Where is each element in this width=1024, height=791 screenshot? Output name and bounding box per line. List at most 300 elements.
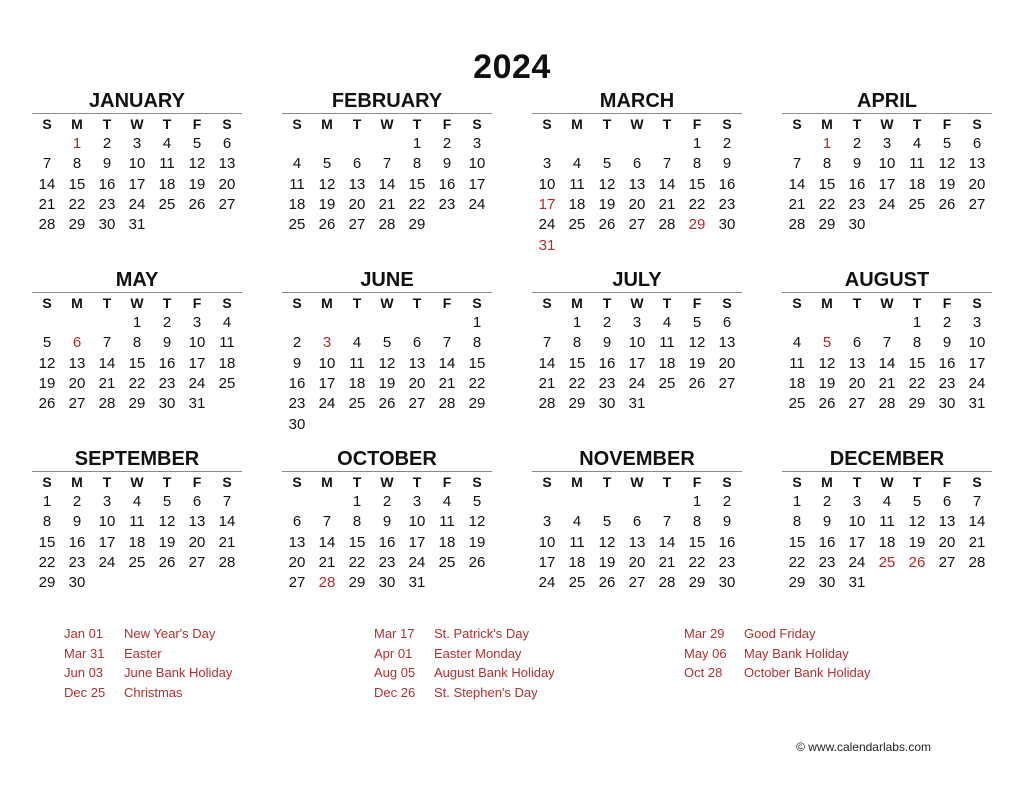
day-cell: 17 — [968, 354, 986, 372]
weekday-header: T — [342, 293, 372, 314]
day-cell: 25 — [658, 375, 676, 393]
day-cell: 5 — [192, 135, 202, 153]
day-cell: 11 — [569, 533, 585, 551]
day-cell: 2 — [822, 493, 832, 511]
holiday-name: August Bank Holiday — [434, 665, 555, 680]
day-cell: 7 — [42, 155, 52, 173]
weekday-header: S — [962, 293, 992, 314]
day-cell: 26 — [598, 216, 616, 234]
day-cell: 15 — [68, 175, 86, 193]
day-cell: 4 — [662, 314, 672, 332]
weekday-header: S — [212, 293, 242, 314]
day-cell: 1 — [692, 493, 702, 511]
empty-day — [682, 394, 712, 414]
day-cell: 1 — [132, 314, 142, 332]
day-cell: 19 — [468, 533, 486, 551]
day-cell: 30 — [158, 395, 176, 413]
day-cell: 25 — [788, 395, 806, 413]
month-name: FEBRUARY — [331, 90, 443, 112]
empty-day — [372, 414, 402, 434]
day-cell: 10 — [538, 533, 556, 551]
day-cell: 3 — [132, 135, 142, 153]
day-cell: 23 — [158, 375, 176, 393]
day-cell: 6 — [852, 334, 862, 352]
weekday-header: T — [152, 114, 182, 135]
day-cell: 7 — [542, 334, 552, 352]
weekday-header: S — [462, 293, 492, 314]
day-cell: 26 — [378, 395, 396, 413]
weekday-header: S — [462, 472, 492, 493]
holiday-row — [684, 644, 870, 664]
day-cell: 8 — [692, 155, 702, 173]
day-cell: 15 — [128, 354, 146, 372]
empty-day — [282, 313, 312, 333]
empty-day — [312, 134, 342, 154]
empty-day — [842, 313, 872, 333]
day-cell: 1 — [792, 493, 802, 511]
day-cell: 6 — [972, 135, 982, 153]
day-cell: 3 — [632, 314, 642, 332]
day-cell: 26 — [688, 375, 706, 393]
day-cell: 2 — [602, 314, 612, 332]
day-cell: 21 — [98, 375, 116, 393]
month-name: JANUARY — [89, 90, 185, 112]
day-cell: 13 — [628, 175, 646, 193]
day-cell: 14 — [538, 354, 556, 372]
day-cell: 28 — [658, 216, 676, 234]
empty-day — [92, 313, 122, 333]
holiday-date: Jan 01 — [64, 626, 104, 641]
day-cell: 5 — [912, 493, 922, 511]
day-cell: 9 — [72, 513, 82, 531]
day-cell: 22 — [788, 554, 806, 572]
weekday-header: T — [92, 293, 122, 314]
day-cell: 30 — [718, 574, 736, 592]
day-cell: 8 — [792, 513, 802, 531]
day-cell: 7 — [882, 334, 892, 352]
day-cell: 11 — [289, 175, 305, 193]
day-cell: 3 — [412, 493, 422, 511]
day-cell: 10 — [128, 155, 146, 173]
day-cell: 9 — [162, 334, 172, 352]
holiday-row — [64, 624, 232, 644]
weekday-header: M — [562, 293, 592, 314]
day-cell: 10 — [468, 155, 486, 173]
day-cell: 10 — [408, 513, 426, 531]
day-cell: 23 — [438, 196, 456, 214]
day-cell: 29 — [818, 216, 836, 234]
day-cell: 13 — [188, 513, 206, 531]
month-name: NOVEMBER — [579, 448, 695, 470]
holiday-column — [64, 624, 232, 702]
day-cell: 3 — [102, 493, 112, 511]
day-cell: 16 — [98, 175, 116, 193]
month-days-table — [32, 292, 242, 414]
holiday-row — [374, 683, 555, 703]
day-cell: 16 — [718, 533, 736, 551]
day-cell: 31 — [628, 395, 646, 413]
day-cell: 5 — [602, 155, 612, 173]
day-cell: 24 — [188, 375, 206, 393]
empty-day — [152, 573, 182, 593]
weekday-header: S — [782, 472, 812, 493]
month-days-table — [32, 471, 242, 593]
empty-day — [342, 414, 372, 434]
month-december — [782, 447, 992, 593]
month-days-table — [532, 292, 742, 414]
empty-day — [592, 134, 622, 154]
day-cell: 9 — [292, 354, 302, 372]
day-cell: 1 — [692, 135, 702, 153]
day-cell: 16 — [68, 533, 86, 551]
day-cell: 23 — [598, 375, 616, 393]
weekday-header: S — [212, 472, 242, 493]
day-cell: 11 — [159, 155, 175, 173]
empty-day — [32, 134, 62, 154]
day-cell: 18 — [908, 175, 926, 193]
day-cell: 26 — [818, 395, 836, 413]
day-cell: 28 — [218, 554, 236, 572]
empty-day — [782, 134, 812, 154]
day-cell: 6 — [942, 493, 952, 511]
day-cell: 9 — [942, 334, 952, 352]
day-cell: 29 — [908, 395, 926, 413]
day-cell: 24 — [408, 554, 426, 572]
weekday-header: T — [402, 472, 432, 493]
weekday-header: W — [122, 472, 152, 493]
empty-day — [432, 573, 462, 593]
empty-day — [562, 235, 592, 255]
day-cell: 6 — [292, 513, 302, 531]
day-cell: 24 — [878, 196, 896, 214]
month-august — [782, 268, 992, 414]
weekday-header: M — [812, 293, 842, 314]
day-cell: 8 — [472, 334, 482, 352]
weekday-header: F — [682, 472, 712, 493]
day-cell: 26 — [468, 554, 486, 572]
day-cell: 11 — [879, 513, 895, 531]
empty-day — [622, 235, 652, 255]
empty-day — [462, 215, 492, 235]
day-cell: 24 — [538, 574, 556, 592]
weekday-header: T — [842, 293, 872, 314]
day-cell: 12 — [468, 513, 486, 531]
day-cell: 31 — [128, 216, 146, 234]
day-cell: 4 — [132, 493, 142, 511]
weekday-header: S — [32, 114, 62, 135]
day-cell: 15 — [38, 533, 56, 551]
day-cell: 1 — [912, 314, 922, 332]
weekday-header: W — [622, 114, 652, 135]
day-cell: 20 — [288, 554, 306, 572]
empty-day — [872, 313, 902, 333]
day-cell: 11 — [909, 155, 925, 173]
weekday-header: W — [372, 114, 402, 135]
day-cell: 27 — [718, 375, 736, 393]
day-cell: 19 — [908, 533, 926, 551]
day-cell: 28 — [658, 574, 676, 592]
empty-day — [652, 492, 682, 512]
day-cell: 5 — [472, 493, 482, 511]
weekday-header: F — [432, 472, 462, 493]
weekday-header: T — [152, 293, 182, 314]
day-cell: 2 — [442, 135, 452, 153]
day-cell: 23 — [288, 395, 306, 413]
day-cell: 31 — [848, 574, 866, 592]
month-april — [782, 89, 992, 235]
holiday-date: Mar 17 — [374, 626, 415, 641]
empty-day — [532, 492, 562, 512]
day-cell: 12 — [188, 155, 206, 173]
day-cell: 3 — [472, 135, 482, 153]
day-cell: 1 — [822, 135, 832, 153]
day-cell: 18 — [568, 554, 586, 572]
day-cell: 28 — [878, 395, 896, 413]
day-cell: 19 — [38, 375, 56, 393]
day-cell: 23 — [818, 554, 836, 572]
day-cell: 1 — [472, 314, 482, 332]
month-name: MAY — [115, 269, 159, 291]
empty-day — [402, 414, 432, 434]
empty-day — [622, 492, 652, 512]
day-cell: 4 — [572, 513, 582, 531]
day-cell: 2 — [722, 493, 732, 511]
day-cell: 18 — [568, 196, 586, 214]
day-cell: 6 — [222, 135, 232, 153]
month-days-table — [532, 113, 742, 256]
empty-day — [712, 394, 742, 414]
holiday-row — [64, 644, 232, 664]
day-cell: 27 — [288, 574, 306, 592]
day-cell: 30 — [378, 574, 396, 592]
weekday-header: W — [872, 114, 902, 135]
day-cell: 14 — [38, 175, 56, 193]
empty-day — [312, 414, 342, 434]
day-cell: 14 — [658, 533, 676, 551]
weekday-header: T — [152, 472, 182, 493]
holiday-date: Dec 26 — [374, 684, 416, 700]
empty-day — [402, 313, 432, 333]
day-cell: 22 — [38, 554, 56, 572]
month-july — [532, 268, 742, 414]
day-cell: 21 — [878, 375, 896, 393]
day-cell: 25 — [908, 196, 926, 214]
month-january — [32, 89, 242, 235]
day-cell: 18 — [128, 533, 146, 551]
day-cell: 4 — [292, 155, 302, 173]
day-cell: 1 — [42, 493, 52, 511]
day-cell: 12 — [818, 354, 836, 372]
weekday-header: S — [962, 472, 992, 493]
weekday-header: F — [932, 114, 962, 135]
day-cell: 7 — [792, 155, 802, 173]
day-cell: 23 — [718, 196, 736, 214]
holiday-date: Dec 25 — [64, 684, 106, 700]
day-cell: 2 — [942, 314, 952, 332]
day-cell: 26 — [598, 574, 616, 592]
day-cell: 18 — [788, 375, 806, 393]
day-cell: 25 — [128, 554, 146, 572]
day-cell: 11 — [219, 334, 235, 352]
day-cell: 15 — [348, 533, 366, 551]
day-cell: 10 — [878, 155, 896, 173]
month-days-table — [782, 471, 992, 593]
day-cell: 30 — [818, 574, 836, 592]
day-cell: 27 — [628, 216, 646, 234]
day-cell: 14 — [878, 354, 896, 372]
holiday-date: Mar 29 — [684, 626, 725, 641]
empty-day — [212, 215, 242, 235]
weekday-header: S — [462, 114, 492, 135]
weekday-header: W — [622, 472, 652, 493]
empty-day — [432, 414, 462, 434]
day-cell: 14 — [318, 533, 336, 551]
day-cell: 2 — [722, 135, 732, 153]
empty-day — [712, 235, 742, 255]
holiday-row — [64, 663, 232, 683]
weekday-header: F — [932, 472, 962, 493]
day-cell: 22 — [128, 375, 146, 393]
weekday-header: F — [182, 114, 212, 135]
day-cell: 10 — [188, 334, 206, 352]
day-cell: 15 — [568, 354, 586, 372]
weekday-header: T — [342, 114, 372, 135]
weekday-header: S — [532, 472, 562, 493]
holiday-name: New Year's Day — [124, 626, 216, 641]
day-cell: 30 — [98, 216, 116, 234]
day-cell: 19 — [688, 354, 706, 372]
day-cell: 26 — [318, 216, 336, 234]
day-cell: 26 — [158, 554, 176, 572]
day-cell: 5 — [602, 513, 612, 531]
day-cell: 21 — [658, 196, 676, 214]
day-cell: 20 — [348, 196, 366, 214]
holiday-date: Oct 28 — [684, 665, 723, 680]
month-february — [282, 89, 492, 235]
day-cell: 10 — [848, 513, 866, 531]
day-cell: 21 — [38, 196, 56, 214]
day-cell: 15 — [908, 354, 926, 372]
weekday-header: T — [902, 293, 932, 314]
holiday-row — [374, 624, 555, 644]
weekday-header: S — [282, 472, 312, 493]
day-cell: 8 — [42, 513, 52, 531]
day-cell: 10 — [968, 334, 986, 352]
day-cell: 10 — [538, 175, 556, 193]
day-cell: 4 — [912, 135, 922, 153]
day-cell: 31 — [188, 395, 206, 413]
day-cell: 24 — [968, 375, 986, 393]
weekday-header: M — [812, 114, 842, 135]
day-cell: 25 — [218, 375, 236, 393]
day-cell: 27 — [408, 395, 426, 413]
day-cell: 15 — [688, 175, 706, 193]
day-cell: 25 — [568, 574, 586, 592]
empty-day — [622, 134, 652, 154]
weekday-header: T — [902, 472, 932, 493]
day-cell: 6 — [632, 155, 642, 173]
weekday-header: M — [562, 114, 592, 135]
day-cell: 28 — [968, 554, 986, 572]
day-cell: 14 — [98, 354, 116, 372]
day-cell: 3 — [542, 155, 552, 173]
day-cell: 5 — [322, 155, 332, 173]
day-cell: 20 — [218, 175, 236, 193]
weekday-header: M — [312, 114, 342, 135]
weekday-header: S — [282, 293, 312, 314]
weekday-header: S — [712, 472, 742, 493]
day-cell: 29 — [468, 395, 486, 413]
day-cell: 13 — [968, 155, 986, 173]
empty-day — [872, 215, 902, 235]
day-cell: 10 — [318, 354, 336, 372]
day-cell: 24 — [468, 196, 486, 214]
day-cell: 3 — [882, 135, 892, 153]
holiday-date: Jun 03 — [64, 665, 104, 680]
day-cell: 4 — [352, 334, 362, 352]
day-cell: 17 — [538, 554, 556, 572]
day-cell: 8 — [572, 334, 582, 352]
holiday-row — [64, 683, 232, 703]
day-cell: 4 — [222, 314, 232, 332]
weekday-header: M — [62, 114, 92, 135]
month-name: APRIL — [857, 90, 917, 112]
day-cell: 6 — [72, 334, 82, 352]
day-cell: 30 — [288, 415, 306, 433]
day-cell: 14 — [788, 175, 806, 193]
day-cell: 19 — [158, 533, 176, 551]
empty-day — [282, 492, 312, 512]
day-cell: 25 — [438, 554, 456, 572]
day-cell: 18 — [878, 533, 896, 551]
day-cell: 3 — [192, 314, 202, 332]
month-days-table — [782, 292, 992, 414]
day-cell: 5 — [382, 334, 392, 352]
day-cell: 9 — [442, 155, 452, 173]
day-cell: 5 — [42, 334, 52, 352]
empty-day — [652, 394, 682, 414]
month-days-table — [782, 113, 992, 235]
day-cell: 29 — [568, 395, 586, 413]
holiday-row — [374, 644, 555, 664]
day-cell: 5 — [942, 135, 952, 153]
weekday-header: M — [62, 472, 92, 493]
holiday-date: Mar 31 — [64, 645, 105, 661]
day-cell: 8 — [132, 334, 142, 352]
day-cell: 4 — [882, 493, 892, 511]
day-cell: 14 — [438, 354, 456, 372]
empty-day — [652, 134, 682, 154]
empty-day — [372, 134, 402, 154]
empty-day — [342, 134, 372, 154]
day-cell: 29 — [128, 395, 146, 413]
day-cell: 13 — [408, 354, 426, 372]
empty-day — [872, 573, 902, 593]
empty-day — [462, 573, 492, 593]
day-cell: 28 — [318, 574, 336, 592]
day-cell: 28 — [788, 216, 806, 234]
month-days-table — [282, 471, 492, 593]
day-cell: 13 — [848, 354, 866, 372]
day-cell: 24 — [628, 375, 646, 393]
day-cell: 22 — [408, 196, 426, 214]
day-cell: 4 — [572, 155, 582, 173]
holiday-name: October Bank Holiday — [744, 665, 871, 680]
day-cell: 7 — [222, 493, 232, 511]
day-cell: 20 — [68, 375, 86, 393]
day-cell: 7 — [382, 155, 392, 173]
day-cell: 24 — [318, 395, 336, 413]
